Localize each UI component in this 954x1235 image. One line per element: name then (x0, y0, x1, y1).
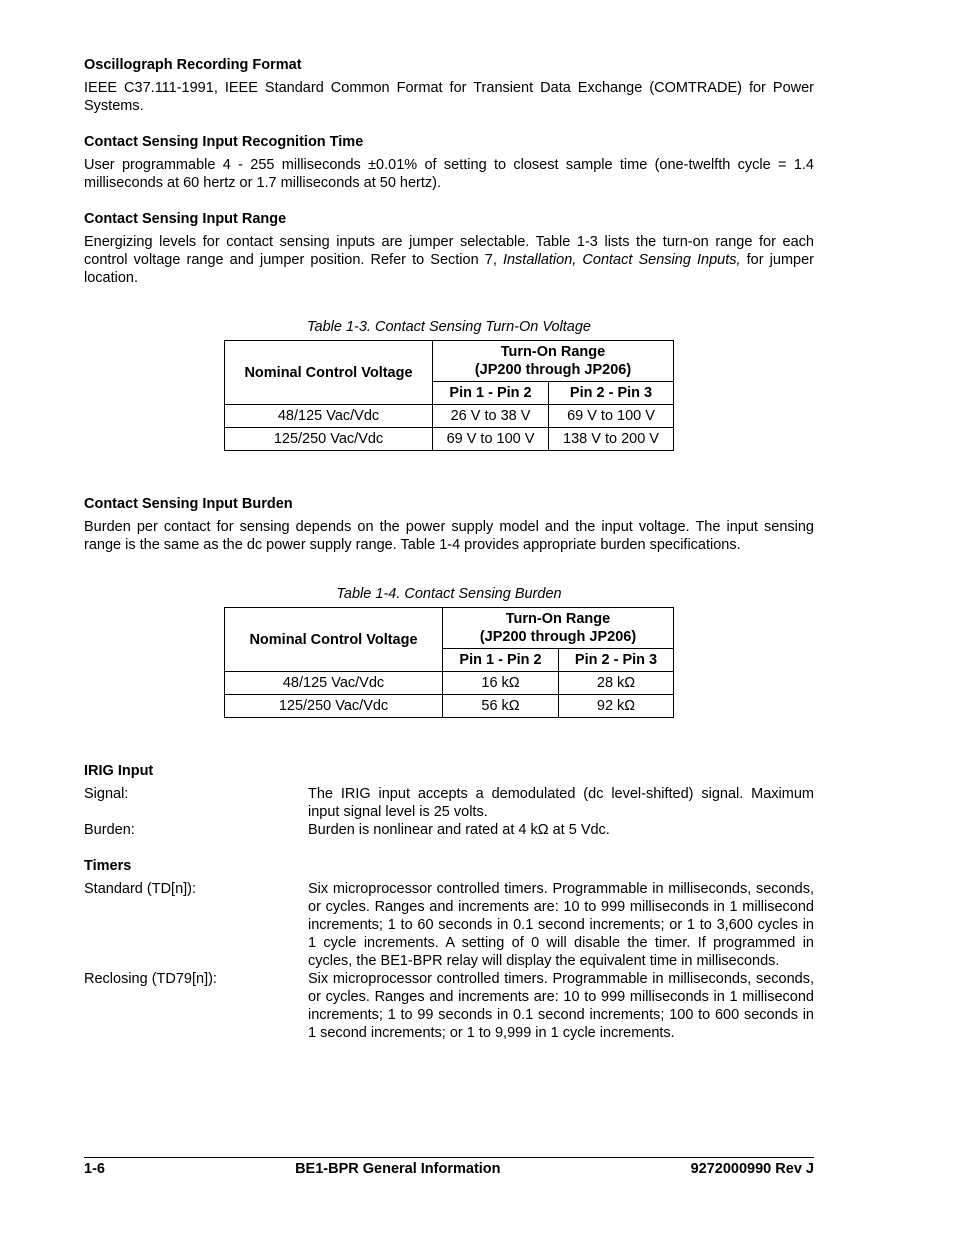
cell: 28 kΩ (559, 672, 674, 695)
col-header-voltage: Nominal Control Voltage (225, 608, 443, 672)
cell: 48/125 Vac/Vdc (225, 405, 433, 428)
body-text: for jumper location. (84, 252, 814, 286)
section-body: User programmable 4 - 255 milliseconds ±0.01% of setting to closest sample time (one-twelfth cycle = 1.4 milliseconds at 60 hertz or 1.7 milliseconds at 50 hertz). (84, 157, 814, 191)
table-row (225, 672, 674, 695)
cell: 16 kΩ (443, 672, 559, 695)
table-sensing-burden (84, 585, 814, 718)
cell: 69 V to 100 V (433, 428, 549, 451)
section-recognition-time (84, 133, 814, 192)
spec-label: Reclosing (TD79[n]): (84, 971, 217, 987)
section-body: Burden per contact for sensing depends on the power supply model and the input voltage. The input sensing range is the same as the dc power supply range. Table 1-4 provides appropriate burden specifications. (84, 519, 814, 553)
table-row (225, 428, 674, 451)
spec-value: Six microprocessor controlled timers. Programmable in milliseconds, seconds, or cycles. Ranges and increments are: 10 to 999 milliseconds in 1 millisecond increments; 1 to 99 seconds in 0.1 second increments; 100 to 600 seconds in 1 second increments; or 1 to 9,999 in 1 cycle increments. (308, 971, 814, 1041)
cell: 92 kΩ (559, 695, 674, 718)
section-heading: Contact Sensing Input Range (84, 211, 287, 227)
col-header-pin12: Pin 1 - Pin 2 (433, 382, 549, 405)
section-body: IEEE C37.111-1991, IEEE Standard Common Format for Transient Data Exchange (COMTRADE) for Power Systems. (84, 80, 814, 114)
spec-row-signal (84, 785, 814, 821)
spec-label: Signal: (84, 786, 129, 802)
section-irig-input (84, 762, 814, 839)
cell: 125/250 Vac/Vdc (225, 428, 433, 451)
section-timers (84, 857, 814, 1042)
table-row (225, 695, 674, 718)
spec-label: Standard (TD[n]): (84, 881, 197, 897)
cell: 69 V to 100 V (549, 405, 674, 428)
page-number: 1-6 (84, 1161, 105, 1177)
spec-value: Burden is nonlinear and rated at 4 kΩ at 5 Vdc. (308, 822, 610, 838)
cell: 138 V to 200 V (549, 428, 674, 451)
page-footer (84, 1157, 814, 1178)
cell: 56 kΩ (443, 695, 559, 718)
table-caption: Table 1-3. Contact Sensing Turn-On Voltage (307, 319, 591, 335)
col-header-voltage: Nominal Control Voltage (225, 341, 433, 405)
body-italic-ref: Installation, Contact Sensing Inputs, (502, 252, 741, 268)
spec-value: Six microprocessor controlled timers. Programmable in milliseconds, seconds, or cycles. Ranges and increments are: 10 to 999 milliseconds in 1 millisecond increments; 1 to 60 seconds in 0.1 second increments; or 1 to 3,600 cycles in 1 cycle increments. A setting of 0 will disable the timer. If programmed in cycles, the BE1-BPR relay will display the equivalent time in milliseconds. (308, 881, 814, 969)
body-text: Energizing levels for contact sensing inputs are jumper selectable. Table 1-3 lists the turn-on range for each control voltage range and jumper position. Refer to Section 7, (84, 234, 814, 268)
table-row (225, 405, 674, 428)
col-header-pin12: Pin 1 - Pin 2 (443, 649, 559, 672)
section-body (84, 233, 814, 287)
section-heading: Timers (84, 858, 132, 874)
spec-label: Burden: (84, 822, 135, 838)
cell: 26 V to 38 V (433, 405, 549, 428)
table-turn-on-voltage (84, 318, 814, 451)
col-header-group: Turn-On Range (JP200 through JP206) (443, 608, 674, 649)
section-heading: Oscillograph Recording Format (84, 57, 302, 73)
cell: 125/250 Vac/Vdc (225, 695, 443, 718)
section-heading: IRIG Input (84, 763, 154, 779)
section-input-burden (84, 495, 814, 554)
section-input-range (84, 210, 814, 287)
document-page (84, 56, 814, 1060)
col-header-group: Turn-On Range (JP200 through JP206) (433, 341, 674, 382)
spec-row-standard (84, 880, 814, 970)
spec-row-reclosing (84, 970, 814, 1042)
col-header-pin23: Pin 2 - Pin 3 (549, 382, 674, 405)
section-oscillograph (84, 56, 814, 115)
section-heading: Contact Sensing Input Burden (84, 496, 293, 512)
cell: 48/125 Vac/Vdc (225, 672, 443, 695)
footer-title: BE1-BPR General Information (295, 1161, 501, 1177)
table-caption: Table 1-4. Contact Sensing Burden (336, 586, 562, 602)
section-heading: Contact Sensing Input Recognition Time (84, 134, 364, 150)
spec-value: The IRIG input accepts a demodulated (dc level-shifted) signal. Maximum input signal level is 25 volts. (308, 786, 814, 820)
spec-row-burden (84, 821, 814, 839)
document-number: 9272000990 Rev J (690, 1161, 814, 1177)
col-header-pin23: Pin 2 - Pin 3 (559, 649, 674, 672)
